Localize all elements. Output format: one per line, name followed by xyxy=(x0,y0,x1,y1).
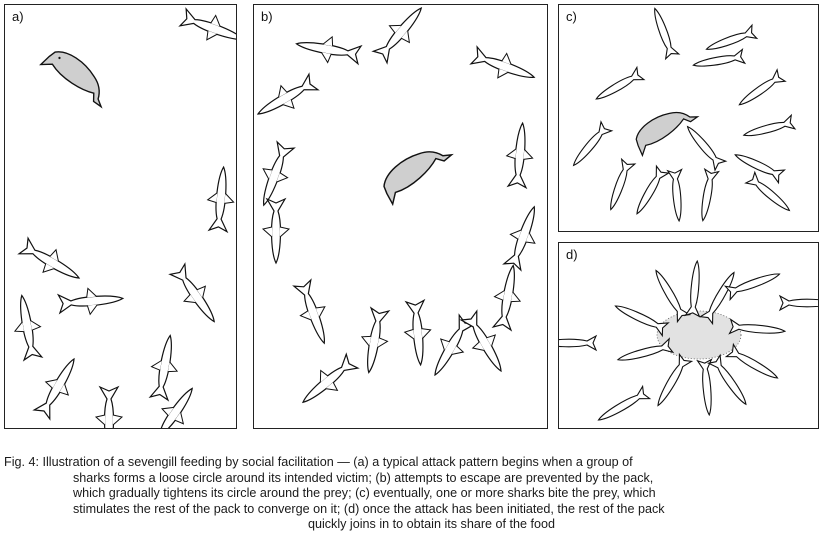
shark-icon xyxy=(732,149,784,183)
shark-icon xyxy=(704,25,757,56)
shark-icon xyxy=(780,296,819,310)
shark-icon xyxy=(604,159,635,212)
shark-icon xyxy=(504,122,535,188)
seal-icon xyxy=(41,44,116,107)
shark-icon xyxy=(735,70,785,111)
shark-icon xyxy=(290,279,336,348)
caption-line-2: sharks forms a loose circle around its intended victim; (b) attempts to escape are prevented by the pack, xyxy=(73,470,654,485)
caption-line-1: Fig. 4: Illustration of a sevengill feeding by social facilitation — (a) a typical attack pattern begins when a group of xyxy=(4,455,633,469)
shark-icon xyxy=(294,31,362,68)
shark-icon xyxy=(17,235,85,290)
panel-d xyxy=(558,242,819,429)
shark-icon xyxy=(9,293,46,361)
shark-icon xyxy=(58,285,124,316)
shark-icon xyxy=(568,122,612,170)
figure-caption xyxy=(0,455,823,533)
shark-icon xyxy=(742,115,795,142)
panel-c xyxy=(558,4,819,232)
shark-icon xyxy=(593,67,644,105)
shark-icon xyxy=(179,5,237,51)
shark-icon xyxy=(254,71,320,126)
panel-c-drawing xyxy=(559,5,819,232)
shark-icon xyxy=(595,386,650,426)
shark-icon xyxy=(746,172,794,216)
shark-icon xyxy=(167,262,225,329)
caption-line-3: which gradually tightens its circle around the prey; (c) eventually, one or more sharks bite the prey, which xyxy=(73,486,656,501)
shark-icon xyxy=(145,381,203,429)
seal-icon xyxy=(375,134,451,204)
shark-icon xyxy=(650,267,690,322)
shark-icon xyxy=(205,166,236,232)
shark-icon xyxy=(470,43,539,89)
shark-icon xyxy=(263,199,289,263)
shark-icon xyxy=(559,336,596,350)
panel-b xyxy=(253,4,548,429)
shark-icon xyxy=(726,344,781,384)
panel-d-drawing xyxy=(559,243,819,429)
shark-icon xyxy=(696,169,719,222)
panel-c-label: c) xyxy=(566,9,577,24)
shark-icon xyxy=(616,339,673,367)
panel-b-drawing xyxy=(254,5,548,429)
shark-icon xyxy=(500,202,546,271)
shark-icon xyxy=(295,351,361,412)
shark-icon xyxy=(254,141,298,210)
shark-icon xyxy=(612,300,668,336)
shark-icon xyxy=(697,360,716,416)
caption-line-4: stimulates the rest of the pack to converge on it; (d) once the attack has been initiated, the rest of the pack xyxy=(73,501,665,516)
panel-a-label: a) xyxy=(12,9,24,24)
shark-icon xyxy=(682,122,726,170)
panel-d-label: d) xyxy=(566,247,578,262)
shark-icon xyxy=(402,300,433,366)
shark-icon xyxy=(631,166,669,217)
shark-icon xyxy=(96,387,122,429)
shark-icon xyxy=(31,353,86,421)
shark-icon xyxy=(685,260,704,316)
caption-line-5: quickly joins in to obtain its share of the food xyxy=(307,517,556,532)
shark-icon xyxy=(668,169,686,221)
shark-icon xyxy=(146,333,183,401)
panel-b-label: b) xyxy=(261,9,273,24)
shark-icon xyxy=(489,263,526,331)
shark-icon xyxy=(692,49,745,72)
panel-a xyxy=(4,4,237,429)
shark-icon xyxy=(356,307,393,375)
panel-a-drawing xyxy=(5,5,237,429)
shark-icon xyxy=(648,6,679,59)
shark-icon xyxy=(652,354,692,409)
shark-icon xyxy=(370,5,431,65)
